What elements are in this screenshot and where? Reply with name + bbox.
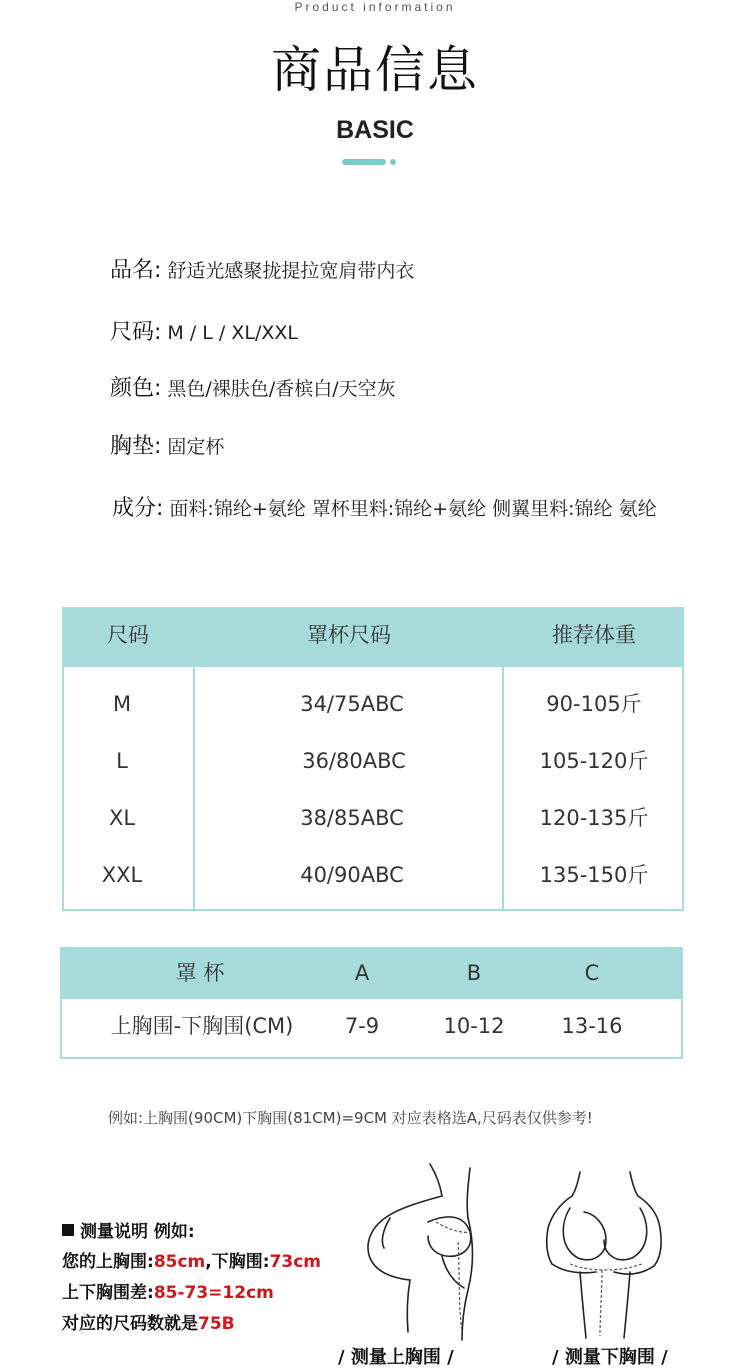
eyebrow-text: Product information — [294, 0, 456, 14]
measure-text: 对应的尺码数就是 — [62, 1314, 198, 1334]
table-cell: 38/85ABC — [300, 806, 404, 830]
cup-header-b: B — [466, 961, 482, 985]
upper-bust-illustration — [350, 1162, 490, 1342]
table-cell: 36/80ABC — [302, 749, 406, 773]
accent-dot — [390, 159, 396, 165]
info-value: M / L / XL/XXL — [167, 322, 298, 344]
cup-header-c: C — [584, 961, 600, 985]
page-title: 商品信息 — [271, 41, 479, 99]
info-label: 胸垫: — [110, 434, 162, 459]
table-cell: XXL — [101, 863, 143, 887]
table-cell: 105-120斤 — [539, 749, 649, 773]
info-label: 尺码: — [110, 320, 162, 345]
column-header-size: 尺码 — [107, 623, 149, 647]
measure-text: 上下胸围差: — [62, 1283, 154, 1303]
info-label: 颜色: — [110, 376, 162, 401]
measure-title — [62, 1217, 195, 1242]
info-value: 黑色/裸肤色/香槟白/天空灰 — [167, 378, 396, 400]
info-row-name — [110, 253, 414, 284]
measure-upper-value: 85cm — [153, 1252, 206, 1272]
table-cell: 120-135斤 — [539, 806, 649, 830]
column-header-weight: 推荐体重 — [552, 623, 636, 647]
cup-table — [60, 947, 683, 1059]
info-label: 成分: — [112, 496, 164, 521]
table-cell: L — [116, 749, 128, 773]
table-cell: 90-105斤 — [546, 692, 642, 716]
caption-upper-bust: / 测量上胸围 / — [338, 1347, 454, 1368]
measure-lower-value: 73cm — [269, 1252, 321, 1272]
table-cell: XL — [108, 806, 136, 830]
cup-row-label: 上胸围-下胸围(CM) — [110, 1014, 294, 1038]
table-cell: 34/75ABC — [300, 692, 404, 716]
info-row-material — [112, 491, 657, 522]
table-border-bottom — [62, 909, 504, 911]
measure-line-3 — [62, 1309, 235, 1334]
measure-diff-value: 85-73=12cm — [153, 1283, 274, 1303]
cup-header-a: A — [354, 961, 370, 985]
column-header-cup-size: 罩杯尺码 — [307, 623, 391, 647]
caption-lower-bust: / 测量下胸围 / — [552, 1347, 668, 1368]
measure-line-1 — [62, 1247, 321, 1272]
cup-header-label: 罩 杯 — [175, 961, 225, 985]
accent-bar — [342, 159, 386, 165]
info-row-color — [110, 371, 396, 402]
table-cell: 135-150斤 — [539, 863, 649, 887]
table-border-bottom — [502, 909, 684, 911]
info-value: 舒适光感聚拢提拉宽肩带内衣 — [167, 260, 415, 282]
measure-line-2 — [62, 1278, 274, 1303]
cup-row-c: 13-16 — [561, 1014, 623, 1038]
table-cell: M — [112, 692, 132, 716]
size-note: 例如:上胸围(90CM)下胸围(81CM)=9CM 对应表格选A,尺码表仅供参考! — [108, 1109, 593, 1127]
info-value: 固定杯 — [167, 436, 225, 458]
table-cell: 40/90ABC — [300, 863, 404, 887]
info-label: 品名: — [110, 258, 162, 283]
info-value: 面料:锦纶+氨纶 罩杯里料:锦纶+氨纶 侧翼里料:锦纶 氨纶 — [169, 498, 657, 520]
cup-row-b: 10-12 — [443, 1014, 505, 1038]
measure-size-value: 75B — [198, 1314, 235, 1334]
square-bullet-icon — [62, 1224, 74, 1236]
measure-text: 您的上胸围: — [62, 1252, 154, 1272]
measure-title-text: 测量说明 例如: — [80, 1222, 195, 1242]
measure-text: ,下胸围: — [205, 1252, 270, 1272]
info-row-pad — [110, 429, 224, 460]
info-row-size — [110, 315, 298, 346]
lower-bust-illustration — [530, 1168, 680, 1340]
size-table — [62, 607, 684, 911]
section-subtitle: BASIC — [336, 116, 414, 144]
cup-row-a: 7-9 — [344, 1014, 380, 1038]
